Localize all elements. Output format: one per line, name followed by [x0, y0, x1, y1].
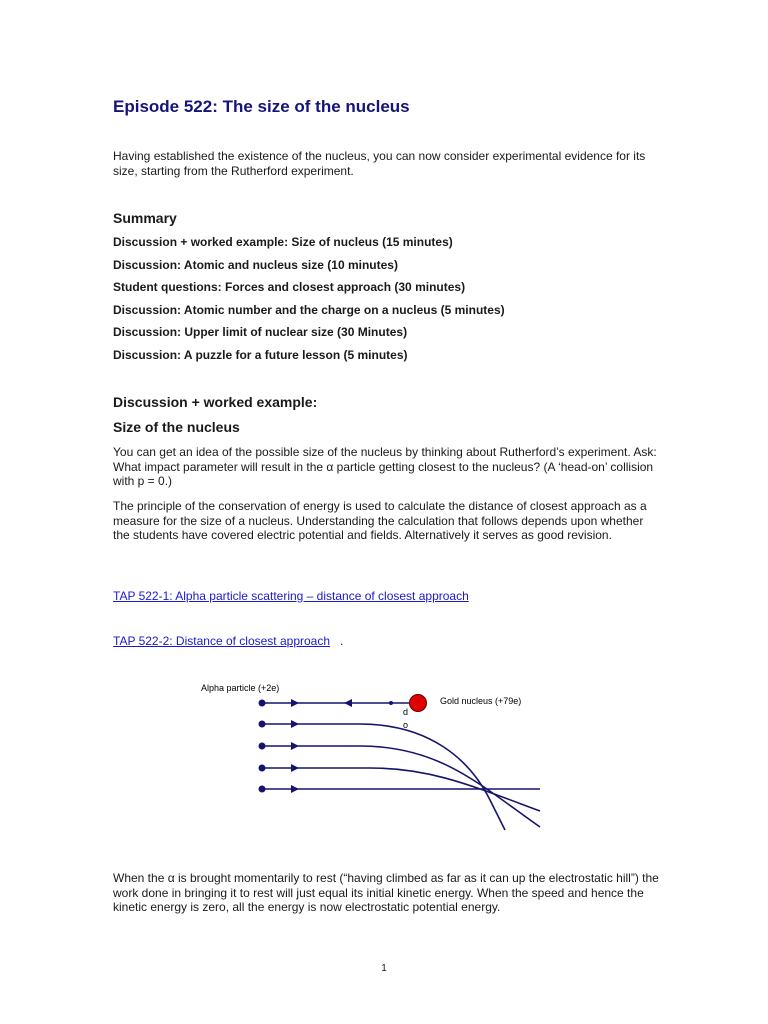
arrow-left-icon: [344, 699, 352, 707]
arrow-right-icon: [291, 785, 299, 793]
section-heading: Discussion + worked example:: [113, 394, 318, 410]
alpha-start-dot: [259, 765, 266, 772]
distance-label-d: d: [403, 707, 409, 717]
alpha-start-dot: [259, 721, 266, 728]
alpha-start-dot: [259, 700, 266, 707]
summary-item: Discussion: Atomic number and the charge on a nucleus (5 minutes): [113, 302, 505, 317]
section-subheading: Size of the nucleus: [113, 419, 240, 435]
section-paragraph-1: You can get an idea of the possible size of the nucleus by thinking about Rutherford’s experiment. Ask: What impact parameter will result in the α particle getting closest to the nucleus? (A ‘head-on’ collision with p = 0.): [113, 445, 657, 488]
alpha-start-dot: [259, 786, 266, 793]
summary-item: Student questions: Forces and closest approach (30 minutes): [113, 280, 466, 295]
page-number: 1: [381, 963, 387, 974]
intro-paragraph: Having established the existence of the nucleus, you can now consider experimental evidence for its size, starting from the Rutherford experiment.: [113, 149, 646, 178]
distance-label-o: o: [403, 720, 409, 730]
section-paragraph-2: The principle of the conservation of energy is used to calculate the distance of closest approach as a measure for the size of a nucleus. Understanding the calculation that follows depends upon whether the students have covered electric potential and fields. Alternatively it serves as good revision.: [113, 499, 647, 542]
arrow-right-icon: [291, 699, 299, 707]
gold-nucleus-icon: [410, 695, 427, 712]
tap-522-1-link[interactable]: TAP 522-1: Alpha particle scattering – distance of closest approach: [113, 589, 469, 603]
page-title: Episode 522: The size of the nucleus: [113, 97, 410, 116]
arrow-right-icon: [291, 720, 299, 728]
arrow-right-icon: [291, 764, 299, 772]
summary-item: Discussion: Upper limit of nuclear size (30 Minutes): [113, 325, 408, 340]
summary-item: Discussion: Atomic and nucleus size (10 minutes): [113, 257, 398, 272]
summary-heading: Summary: [113, 210, 177, 226]
tap-522-2-link[interactable]: TAP 522-2: Distance of closest approach: [113, 634, 331, 648]
alpha-start-dot: [259, 743, 266, 750]
closing-paragraph: When the α is brought momentarily to rest (“having climbed as far as it can up the electrostatic hill”) the work done in bringing it to rest will just equal its initial kinetic energy. When the speed and hence the kinetic energy is zero, all the energy is now electrostatic potential energy.: [113, 871, 659, 914]
summary-item: Discussion + worked example: Size of nucleus (15 minutes): [113, 235, 453, 249]
closest-approach-dot: [389, 701, 393, 705]
gold-nucleus-label: Gold nucleus (+79e): [440, 696, 522, 706]
arrow-right-icon: [291, 742, 299, 750]
summary-item: Discussion: A puzzle for a future lesson (5 minutes): [113, 347, 408, 362]
link-trailing-period: .: [340, 634, 344, 648]
alpha-particle-label: Alpha particle (+2e): [201, 683, 280, 693]
